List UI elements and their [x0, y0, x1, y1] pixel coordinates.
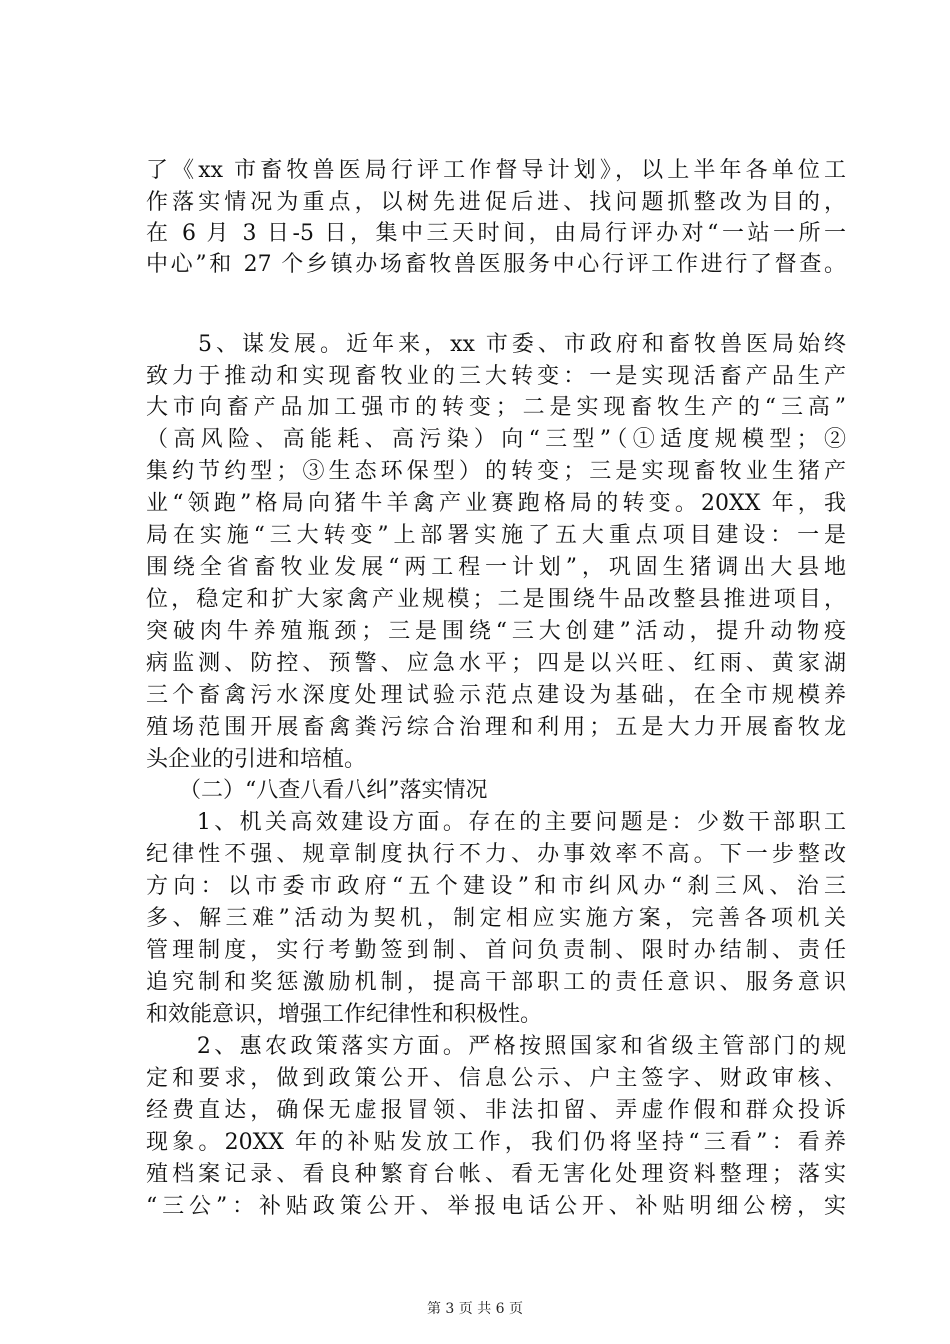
text-line: 方向：以市委市政府“五个建设”和市纠风办“刹三风、治三 — [146, 874, 846, 899]
text-line: 作落实情况为重点，以树先进促后进、找问题抓整改为目的， — [146, 190, 846, 215]
text-line: （高风险、高能耗、高污染）向“三型”（①适度规模型；② — [146, 427, 846, 452]
text-line: 管理制度，实行考勤签到制、首问负责制、限时办结制、责任 — [146, 938, 846, 963]
text-line: 大市向畜产品加工强市的转变；二是实现畜牧生产的“三高” — [146, 395, 846, 420]
text-line: 三个畜禽污水深度处理试验示范点建设为基础，在全市规模养 — [146, 683, 846, 708]
text-line: 致力于推动和实现畜牧业的三大转变：一是实现活畜产品生产 — [146, 364, 846, 389]
text-line: 殖场范围开展畜禽粪污综合治理和利用；五是大力开展畜牧龙 — [146, 715, 846, 740]
text-line: 2、惠农政策落实方面。严格按照国家和省级主管部门的规 — [146, 1034, 846, 1059]
text-line: 现象。20XX 年的补贴发放工作，我们仍将坚持“三看”：看养 — [146, 1130, 846, 1155]
text-line: 经费直达，确保无虚报冒领、非法扣留、弄虚作假和群众投诉 — [146, 1098, 846, 1123]
section-heading: （二）“八查八看八纠”落实情况 — [146, 778, 488, 803]
text-line: 局在实施“三大转变”上部署实施了五大重点项目建设：一是 — [146, 523, 846, 548]
text-line: 1、机关高效建设方面。存在的主要问题是：少数干部职工 — [146, 810, 846, 835]
text-line: 追究制和奖惩激励机制，提高干部职工的责任意识、服务意识 — [146, 970, 846, 995]
text-line: 中心”和 27 个乡镇办场畜牧兽医服务中心行评工作进行了督查。 — [146, 252, 846, 277]
text-line: 业“领跑”格局向猪牛羊禽产业赛跑格局的转变。20XX 年，我 — [146, 491, 846, 516]
text-line: 病监测、防控、预警、应急水平；四是以兴旺、红雨、黄家湖 — [146, 651, 846, 676]
text-line: “三公”：补贴政策公开、举报电话公开、补贴明细公榜，实 — [146, 1194, 846, 1219]
text-line: 了《xx 市畜牧兽医局行评工作督导计划》，以上半年各单位工 — [146, 158, 846, 183]
text-line: 位，稳定和扩大家禽产业规模；二是围绕牛品改整县推进项目， — [146, 587, 846, 612]
text-line: 5、谋发展。近年来，xx 市委、市政府和畜牧兽医局始终 — [146, 332, 846, 357]
page-number-footer: 第 3 页 共 6 页 — [426, 1301, 524, 1317]
text-line: 殖档案记录、看良种繁育台帐、看无害化处理资料整理；落实 — [146, 1162, 846, 1187]
text-line: 定和要求，做到政策公开、信息公示、户主签字、财政审核、 — [146, 1066, 846, 1091]
text-line: 在 6 月 3 日-5 日，集中三天时间，由局行评办对“一站一所一 — [146, 221, 846, 246]
text-line: 纪律性不强、规章制度执行不力、办事效率不高。下一步整改 — [146, 842, 846, 867]
text-line: 头企业的引进和培植。 — [146, 747, 367, 772]
text-line: 集约节约型；③生态环保型）的转变；三是实现畜牧业生猪产 — [146, 459, 846, 484]
text-line: 突破肉牛养殖瓶颈；三是围绕“三大创建”活动，提升动物疫 — [146, 619, 846, 644]
text-line: 和效能意识，增强工作纪律性和积极性。 — [146, 1002, 543, 1027]
text-line: 围绕全省畜牧业发展“两工程一计划”，巩固生猪调出大县地 — [146, 555, 846, 580]
text-line: 多、解三难”活动为契机，制定相应实施方案，完善各项机关 — [146, 906, 846, 931]
